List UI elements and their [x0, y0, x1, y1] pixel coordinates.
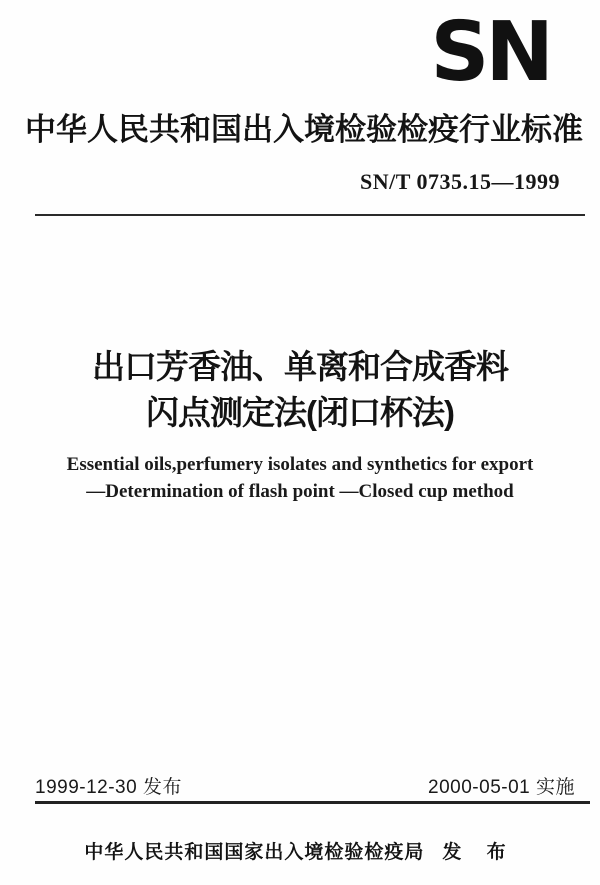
publisher-line	[0, 837, 600, 864]
date-row	[35, 772, 575, 799]
english-title-line2: —Determination of flash point —Closed cup method	[86, 481, 514, 502]
standard-category-title: 中华人民共和国出入境检验检疫行业标准	[25, 112, 583, 147]
standard-number: SN/T 0735.15—1999	[359, 169, 560, 194]
footer-divider-line	[35, 801, 590, 804]
document-title-line1: 出口芳香油、单离和合成香料	[92, 348, 508, 385]
document-title-english	[0, 451, 600, 505]
header-divider-line	[35, 214, 585, 216]
document-title-line2: 闪点测定法(闭口杯法)	[146, 394, 454, 431]
publisher-name: 中华人民共和国国家出入境检验检疫局	[84, 842, 425, 863]
english-title-line1: Essential oils,perfumery isolates and synthetics for export	[66, 454, 534, 475]
sn-logo: SN	[430, 5, 550, 100]
issue-date: 1999-12-30 发布	[35, 777, 182, 798]
document-title-chinese	[0, 344, 600, 436]
publisher-action: 发 布	[442, 842, 516, 863]
implementation-date: 2000-05-01 实施	[428, 777, 575, 798]
